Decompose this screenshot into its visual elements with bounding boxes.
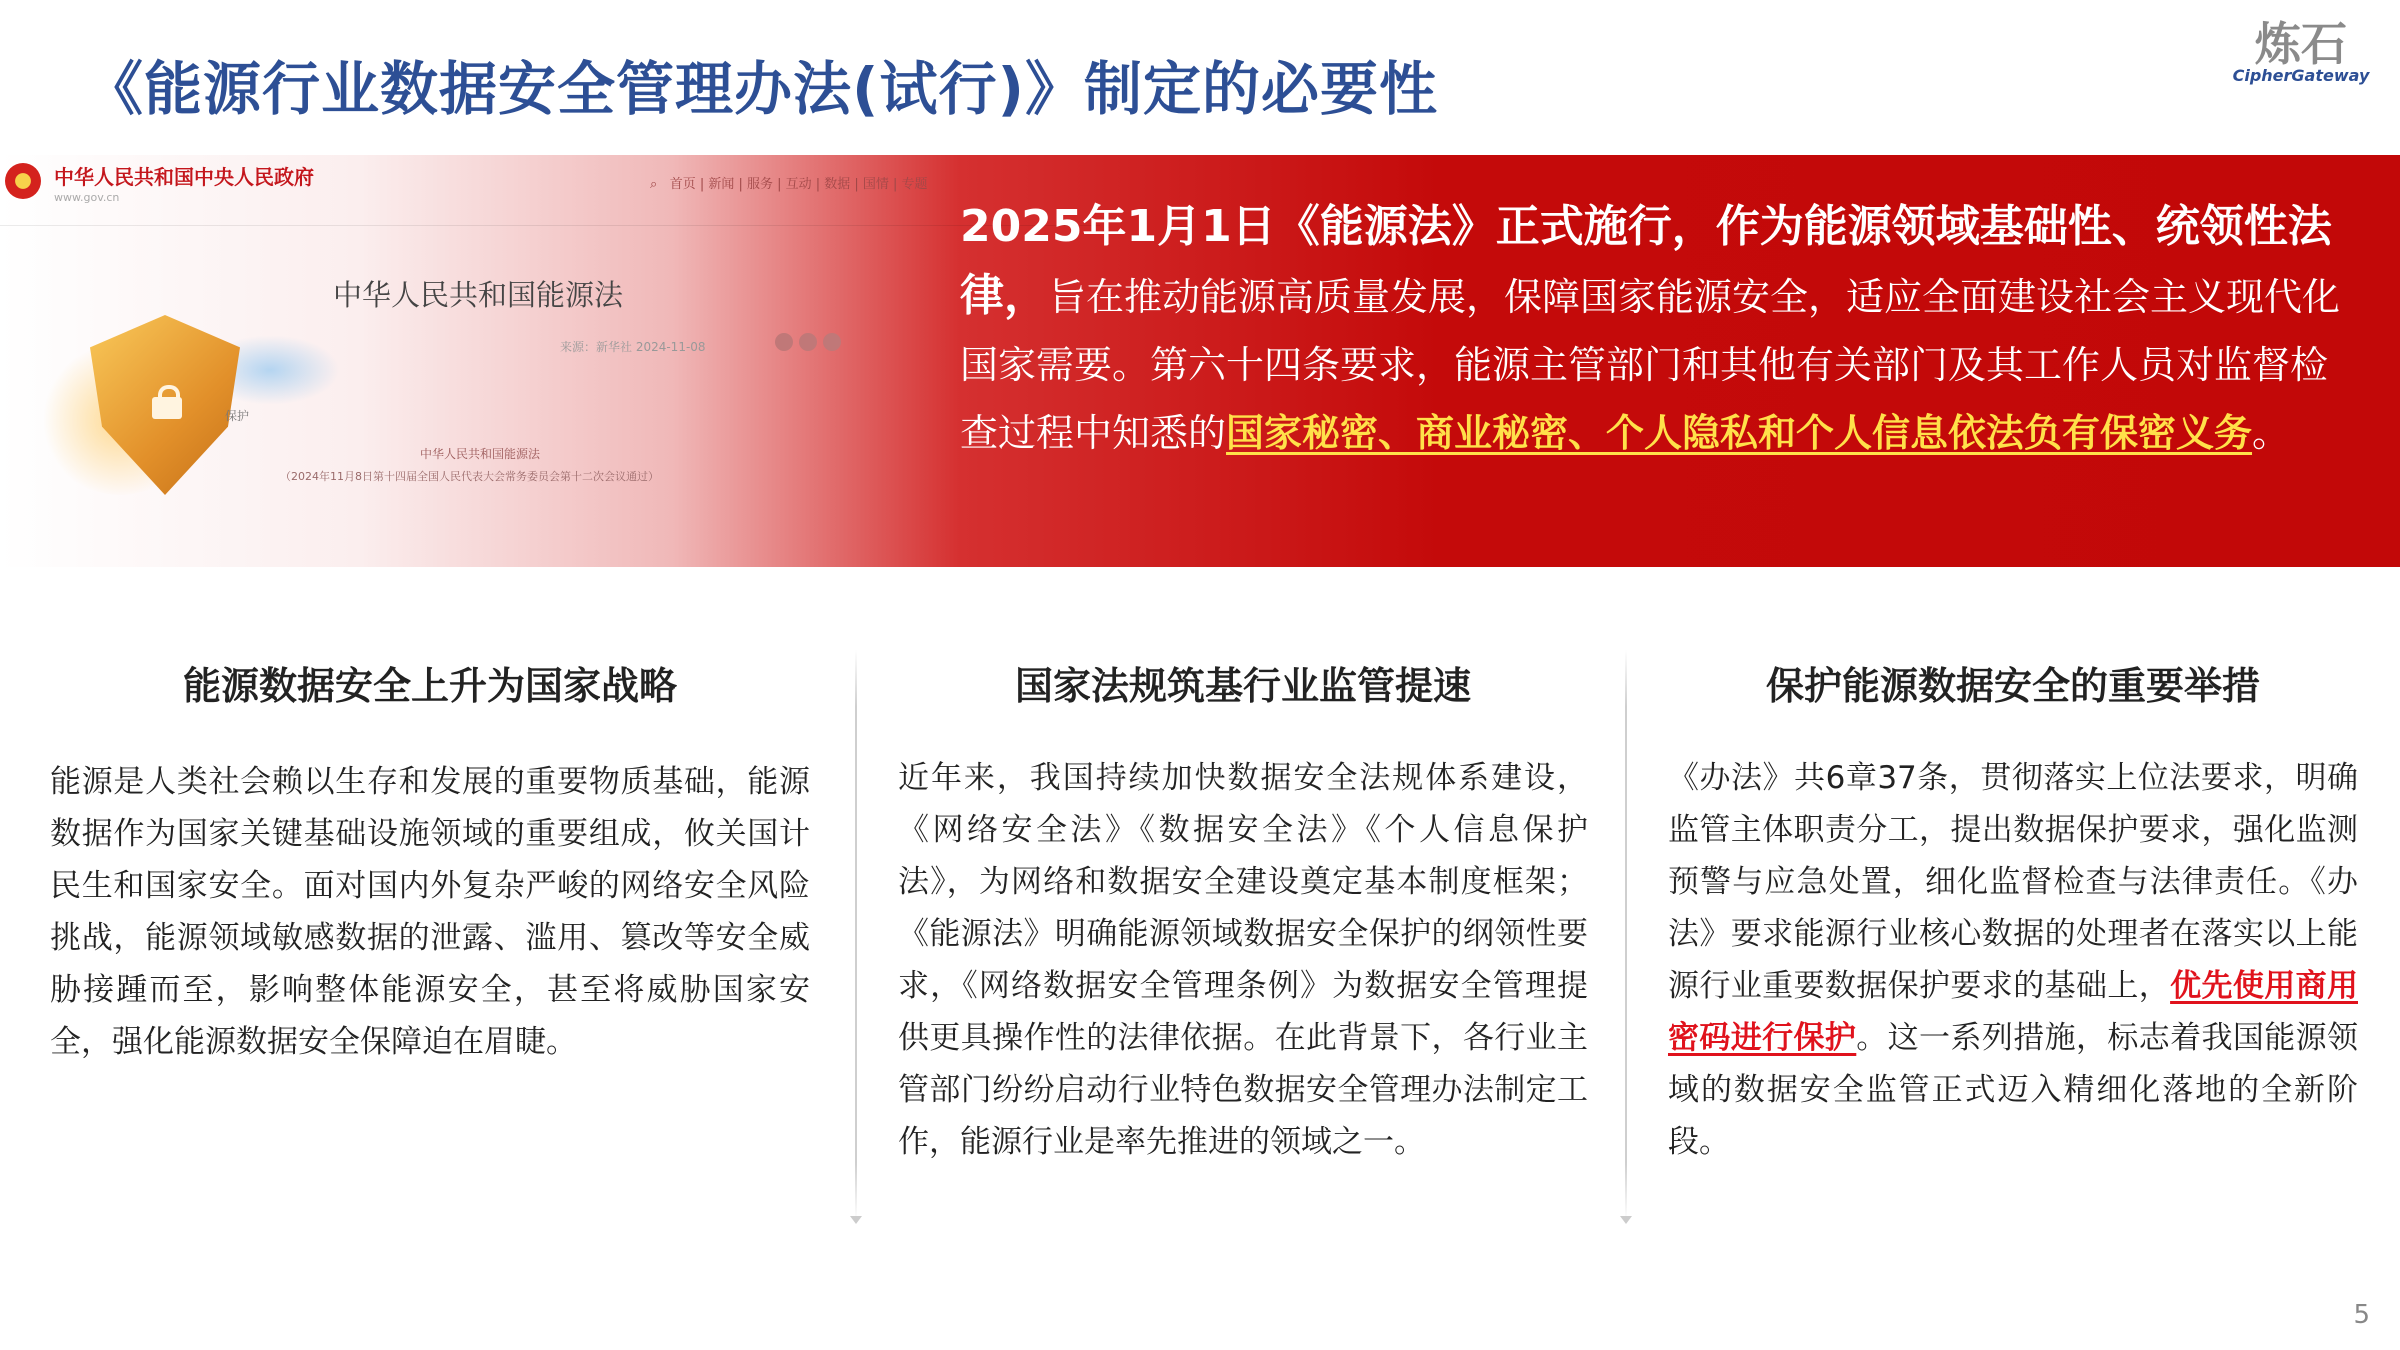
column-body-after: 。这一系列措施，标志着我国能源领域的数据安全监管正式迈入精细化落地的全新阶段。 bbox=[1668, 1020, 2359, 1160]
banner-text-strong: 2025年1月1日《能源法》正式施行，作为能源领域基础性、统领性法律， bbox=[960, 201, 2332, 321]
banner-text-highlight: 国家秘密、商业秘密、个人隐私和个人信息依法负有保密义务 bbox=[1226, 411, 2253, 455]
page-number: 5 bbox=[2353, 1300, 2370, 1330]
column-measures bbox=[1668, 655, 2358, 1168]
gov-nav-links: 首页 | 新闻 | 服务 | 互动 | 数据 | 国情 | 专题 bbox=[669, 177, 928, 192]
column-body-highlight: 优先使用商用密码进行保护 bbox=[1668, 968, 2358, 1056]
energy-law-banner bbox=[0, 155, 2400, 567]
column-heading: 能源数据安全上升为国家战略 bbox=[182, 664, 677, 708]
banner-text bbox=[960, 193, 2360, 467]
column-regulation bbox=[898, 655, 1588, 1168]
law-meta: 来源：新华社 2024-11-08 bbox=[560, 340, 706, 354]
lock-icon bbox=[152, 385, 182, 419]
column-body-before: 《办法》共6章37条，贯彻落实上位法要求，明确监管主体职责分工，提出数据保护要求，强化监测预警与应急处置，细化监督检查与法律责任。《办法》要求能源行业核心数据的处理者在落实以上能源行业重要数据保护要求的基础上， bbox=[1668, 760, 2358, 1004]
column-body: 近年来，我国持续加快数据安全法规体系建设，《网络安全法》《数据安全法》《个人信息保护法》，为网络和数据安全建设奠定基本制度框架；《能源法》明确能源领域数据安全保护的纲领性要求，《网络数据安全管理条例》为数据安全管理提供更具操作性的法律依据。在此背景下，各行业主管部门纷纷启动行业特色数据安全管理办法制定工作，能源行业是率先推进的领域之一。 bbox=[898, 760, 1588, 1160]
column-divider bbox=[1625, 650, 1627, 1220]
law-title: 中华人民共和国能源法 bbox=[333, 278, 624, 312]
banner-text-normal: 旨在推动能源高质量发展，保障国家能源安全，适应全面建设社会主义现代化国家需要。第六十四条要求，能源主管部门和其他有关部门及其工作人员对监督检查过程中知悉的 bbox=[960, 275, 2341, 455]
share-icon bbox=[823, 333, 841, 351]
shield-tag: 保护 bbox=[225, 409, 250, 423]
banner-text-end: 。 bbox=[2252, 411, 2291, 455]
law-subtitle: 中华人民共和国能源法 bbox=[420, 447, 541, 461]
column-divider bbox=[855, 650, 857, 1220]
column-body: 能源是人类社会赖以生存和发展的重要物质基础，能源数据作为国家关键基础设施领域的重要组成，攸关国计民生和国家安全。面对国内外复杂严峻的网络安全风险挑战，能源领域敏感数据的泄露、滥用、篡改等安全威胁接踵而至，影响整体能源安全，甚至将威胁国家安全，强化能源数据安全保障迫在眉睫。 bbox=[50, 764, 810, 1060]
law-adoption-note: （2024年11月8日第十四届全国人民代表大会常务委员会第十二次会议通过） bbox=[280, 470, 659, 483]
logo-english: CipherGateway bbox=[2232, 66, 2370, 85]
search-icon: ⌕ bbox=[650, 177, 658, 192]
security-shield-illustration bbox=[60, 315, 270, 545]
logo-chinese: 炼石 bbox=[2255, 17, 2347, 71]
share-icon bbox=[775, 333, 793, 351]
gov-site-nav bbox=[650, 173, 928, 192]
national-emblem-icon bbox=[5, 163, 41, 199]
page-title: 《能源行业数据安全管理办法(试行)》制定的必要性 bbox=[85, 55, 1439, 123]
column-heading: 保护能源数据安全的重要举措 bbox=[1765, 664, 2260, 708]
column-national-strategy bbox=[50, 655, 810, 1068]
gov-site-header bbox=[0, 155, 1100, 226]
column-heading: 国家法规筑基行业监管提速 bbox=[1014, 664, 1471, 708]
column-body bbox=[1668, 752, 2358, 1168]
share-icon bbox=[799, 333, 817, 351]
share-icons bbox=[775, 333, 847, 355]
gov-site-name: 中华人民共和国中央人民政府 bbox=[54, 165, 314, 189]
gov-site-url: www.gov.cn bbox=[54, 191, 120, 204]
company-logo bbox=[2226, 18, 2376, 85]
